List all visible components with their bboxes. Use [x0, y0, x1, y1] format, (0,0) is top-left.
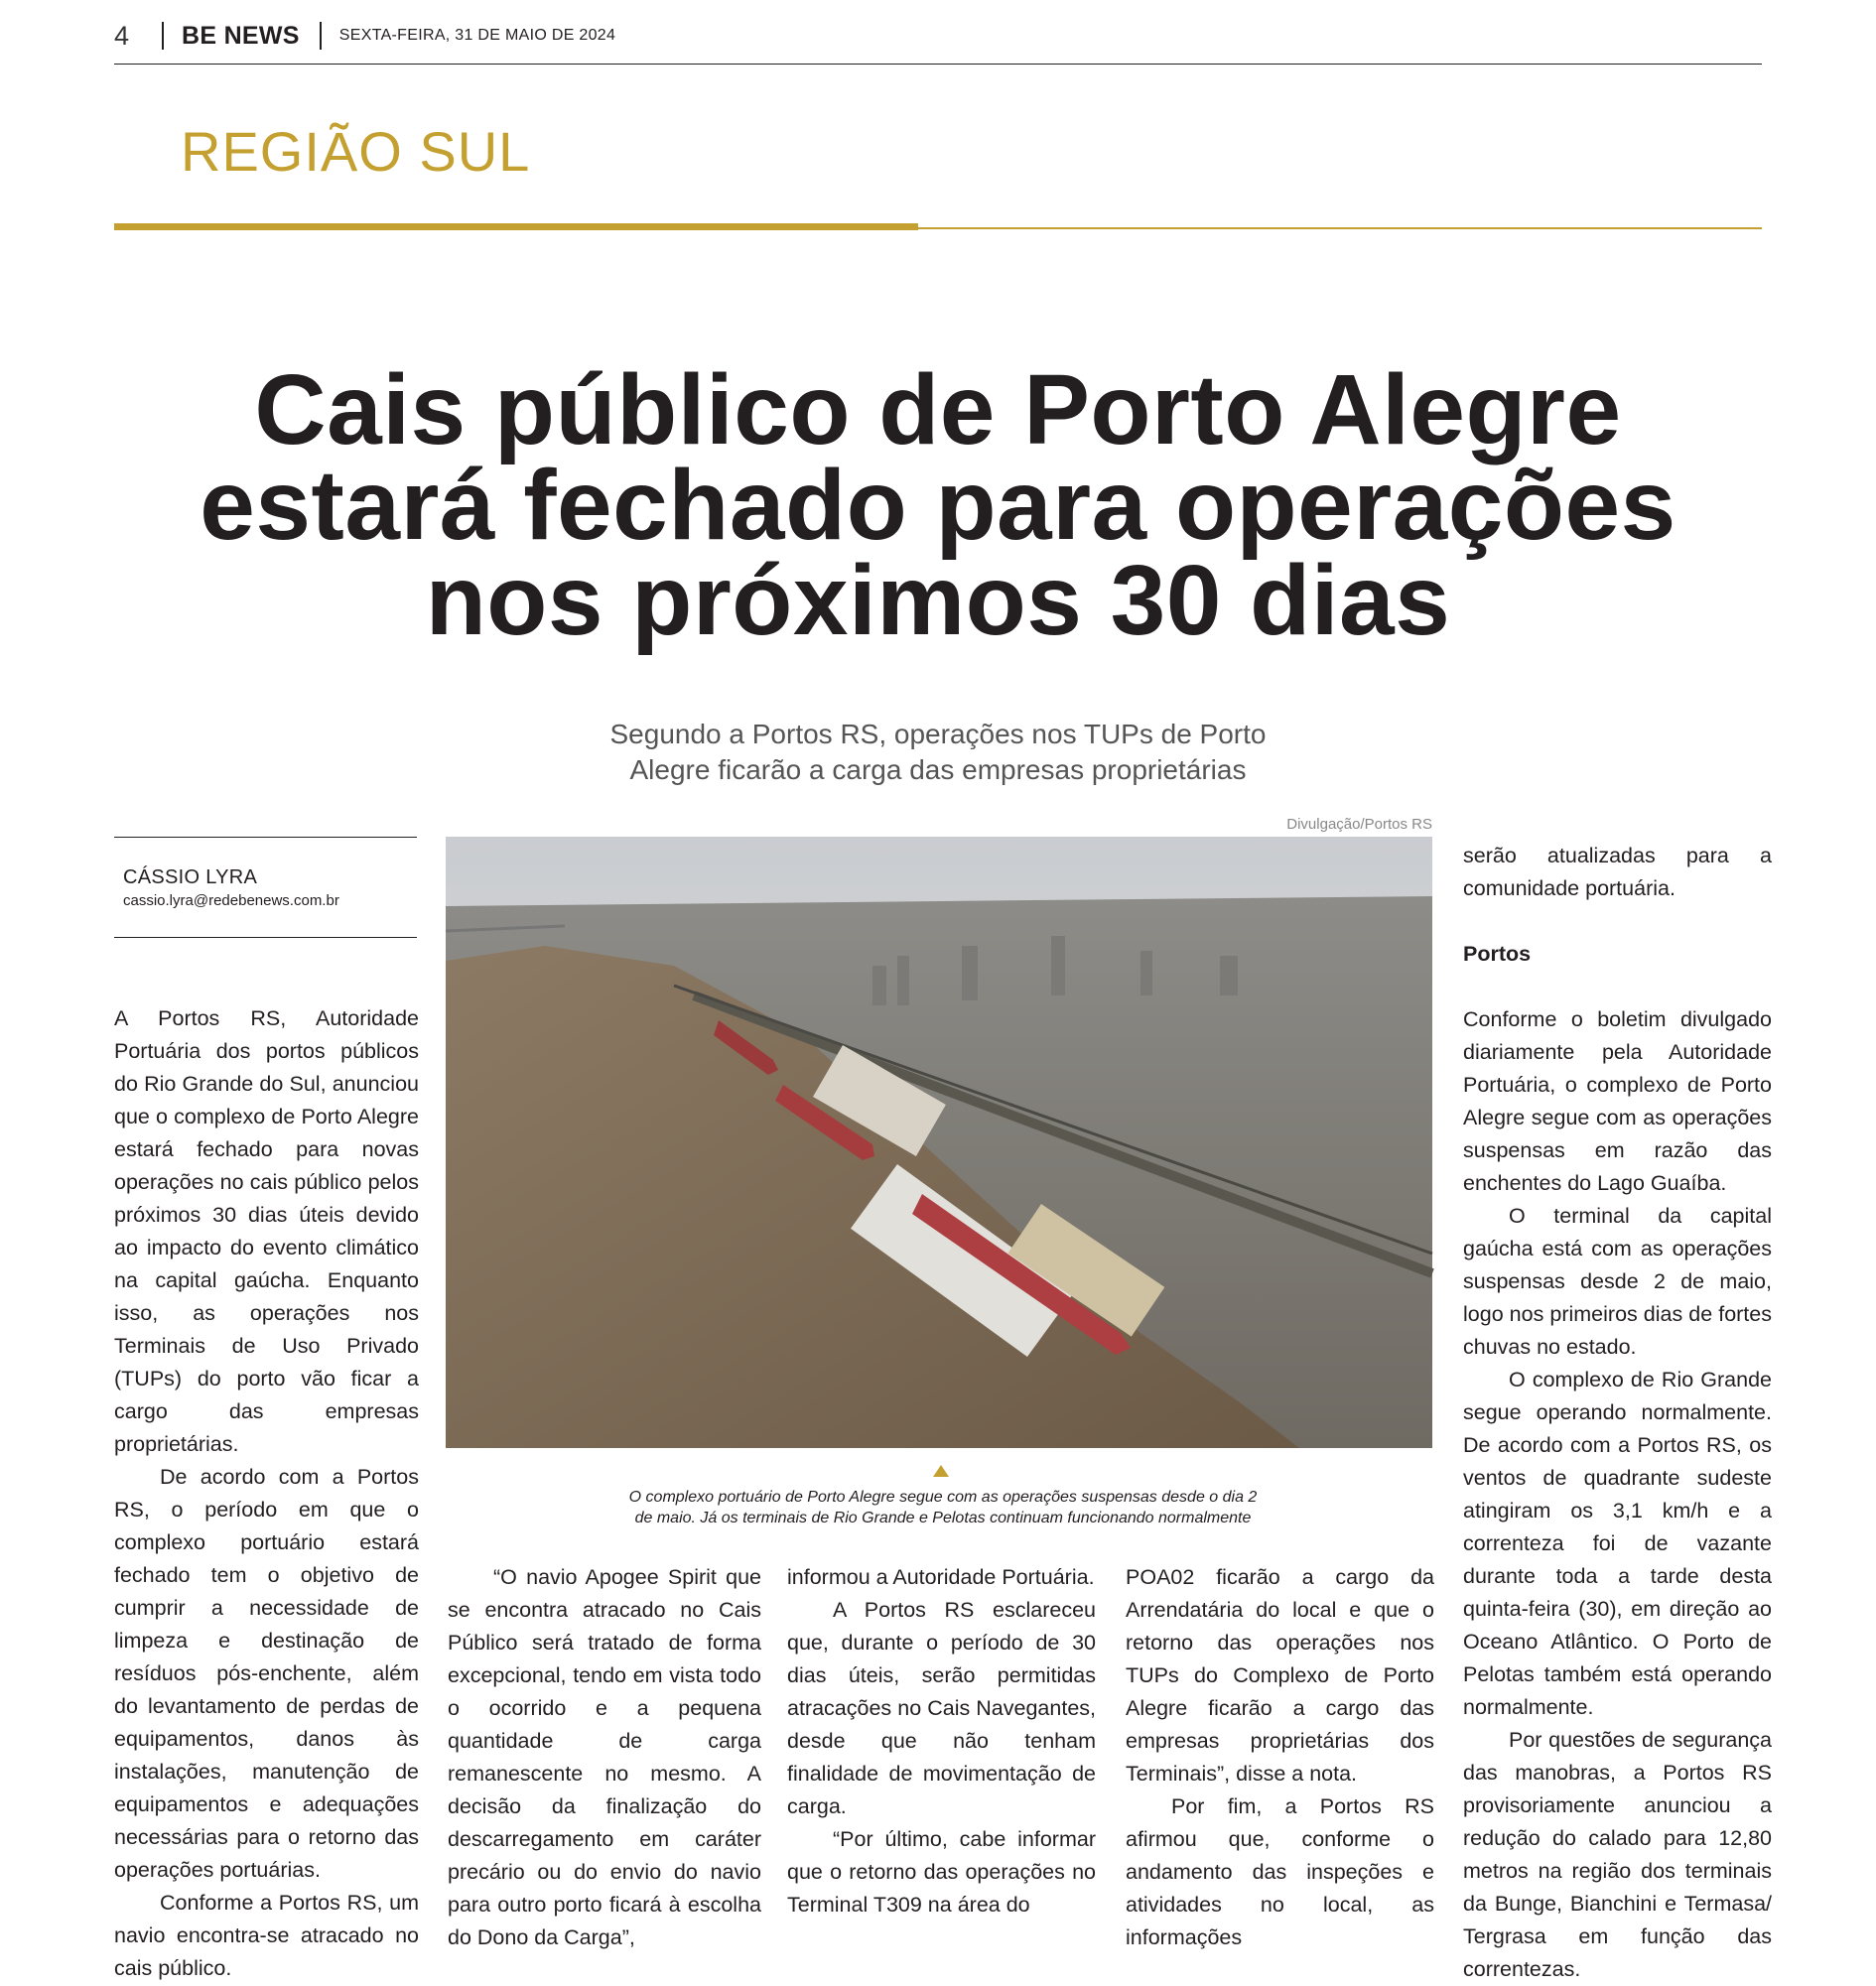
body-column-5 [1463, 840, 1772, 1986]
paragraph: A Portos RS esclareceu que, durante o período de 30 dias úteis, serão permitidas atracações no Cais Navegantes, desde que não tenham finalidade de movimentação de carga. [787, 1598, 1096, 1818]
headline-line: Cais público de Porto Alegre [254, 354, 1622, 465]
photo-credit: Divulgação/Portos RS [1286, 816, 1432, 833]
paragraph: “Por último, cabe informar que o retorno das operações no Terminal T309 na área do [787, 1827, 1096, 1917]
paragraph: De acordo com a Portos RS, o período em que o complexo portuário estará fechado tem o objetivo de cumprir a necessidade de limpeza e destinação de resíduos pós-enchente, além do levantamento de perdas de equipamentos, danos às instalações, manutenção de equipamentos e adequações necessárias para o retorno das operações portuárias. [114, 1465, 419, 1882]
body-column-1 [114, 1002, 419, 1985]
photo-caption [556, 1487, 1330, 1528]
paragraph: Por fim, a Portos RS afirmou que, conforme o andamento das inspeções e atividades no local, as informações [1126, 1794, 1434, 1949]
article-subhead [541, 717, 1335, 788]
section-title: REGIÃO SUL [181, 120, 531, 183]
paragraph: O complexo de Rio Grande segue operando normalmente. De acordo com a Portos RS, os ventos de quadrante sudeste atingiram os 3,1 km/h e a correnteza foi de vazante durante toda a tarde desta quinta-feira (30), em direção ao Oceano Atlântico. O Porto de Pelotas também está operando normalmente. [1463, 1368, 1772, 1719]
section-subhead: Portos [1463, 942, 1532, 966]
paragraph: O terminal da capital gaúcha está com as operações suspensas desde 2 de maio, logo nos primeiros dias de fortes chuvas no estado. [1463, 1204, 1772, 1359]
page-number: 4 [114, 20, 130, 51]
paragraph: A Portos RS, Autoridade Portuária dos portos públicos do Rio Grande do Sul, anunciou que o complexo de Porto Alegre estará fechado para novas operações no cais público pelos próximos 30 dias úteis devido ao impacto do evento climático na capital gaúcha. Enquanto isso, as operações nos Terminais de Uso Privado (TUPs) do porto vão ficar a cargo das empresas proprietárias. [114, 1006, 419, 1456]
subhead-line: Segundo a Portos RS, operações nos TUPs de Porto [609, 719, 1267, 749]
author-name: CÁSSIO LYRA [123, 866, 258, 888]
article-photo [446, 837, 1432, 1448]
header-rule [114, 64, 1762, 65]
caption-line: de maio. Já os terminais de Rio Grande e Pelotas continuam funcionando normalmente [634, 1510, 1252, 1526]
article-headline [114, 354, 1762, 656]
author-email: cassio.lyra@redebenews.com.br [123, 892, 339, 909]
caption-marker [933, 1465, 949, 1477]
subhead-line: Alegre ficarão a carga das empresas proprietárias [629, 754, 1247, 785]
byline-rule-bottom [114, 937, 417, 938]
paragraph: Conforme o boletim divulgado diariamente pela Autoridade Portuária, o complexo de Porto Alegre segue com as operações suspensas em razão das enchentes do Lago Guaíba. [1463, 1007, 1772, 1195]
publication-name: BE NEWS [182, 21, 300, 50]
body-column-2 [448, 1561, 761, 1954]
issue-date: SEXTA-FEIRA, 31 DE MAIO DE 2024 [338, 27, 616, 44]
paragraph: Conforme a Portos RS, um navio encontra-se atracado no cais público. [114, 1891, 419, 1980]
headline-line: estará fechado para operações [200, 450, 1676, 561]
paragraph: “O navio Apogee Spirit que se encontra atracado no Cais Público será tratado de forma excepcional, tendo em vista todo o ocorrido e a pequena quantidade de carga remanescente no mesmo. A decisão da finalização do descarregamento em caráter precário ou do envio do navio para outro porto ficará à escolha do Dono da Carga”, [448, 1565, 761, 1949]
section-rule-accent [114, 223, 918, 230]
paragraph: POA02 ficarão a cargo da Arrendatária do local e que o retorno das operações nos TUPs do Complexo de Porto Alegre ficarão a cargo das empresas proprietárias dos Terminais”, disse a nota. [1126, 1565, 1434, 1786]
paragraph: Por questões de segurança das manobras, a Portos RS provisoriamente anunciou a redução do calado para 12,80 metros na região dos terminais da Bunge, Bianchini e Termasa/ Tergrasa em função das correntezas. [1463, 1728, 1772, 1981]
paragraph: serão atualizadas para a comunidade portuária. [1463, 844, 1772, 900]
page-header [114, 18, 615, 54]
byline-rule-top [114, 837, 417, 838]
body-column-3 [787, 1561, 1096, 1921]
body-column-4 [1126, 1561, 1434, 1954]
paragraph: informou a Autoridade Portuária. [787, 1565, 1095, 1589]
caption-line: O complexo portuário de Porto Alegre segue com as operações suspensas desde o dia 2 [628, 1489, 1258, 1506]
headline-line: nos próximos 30 dias [425, 545, 1451, 656]
aerial-port-illustration [446, 837, 1432, 1448]
